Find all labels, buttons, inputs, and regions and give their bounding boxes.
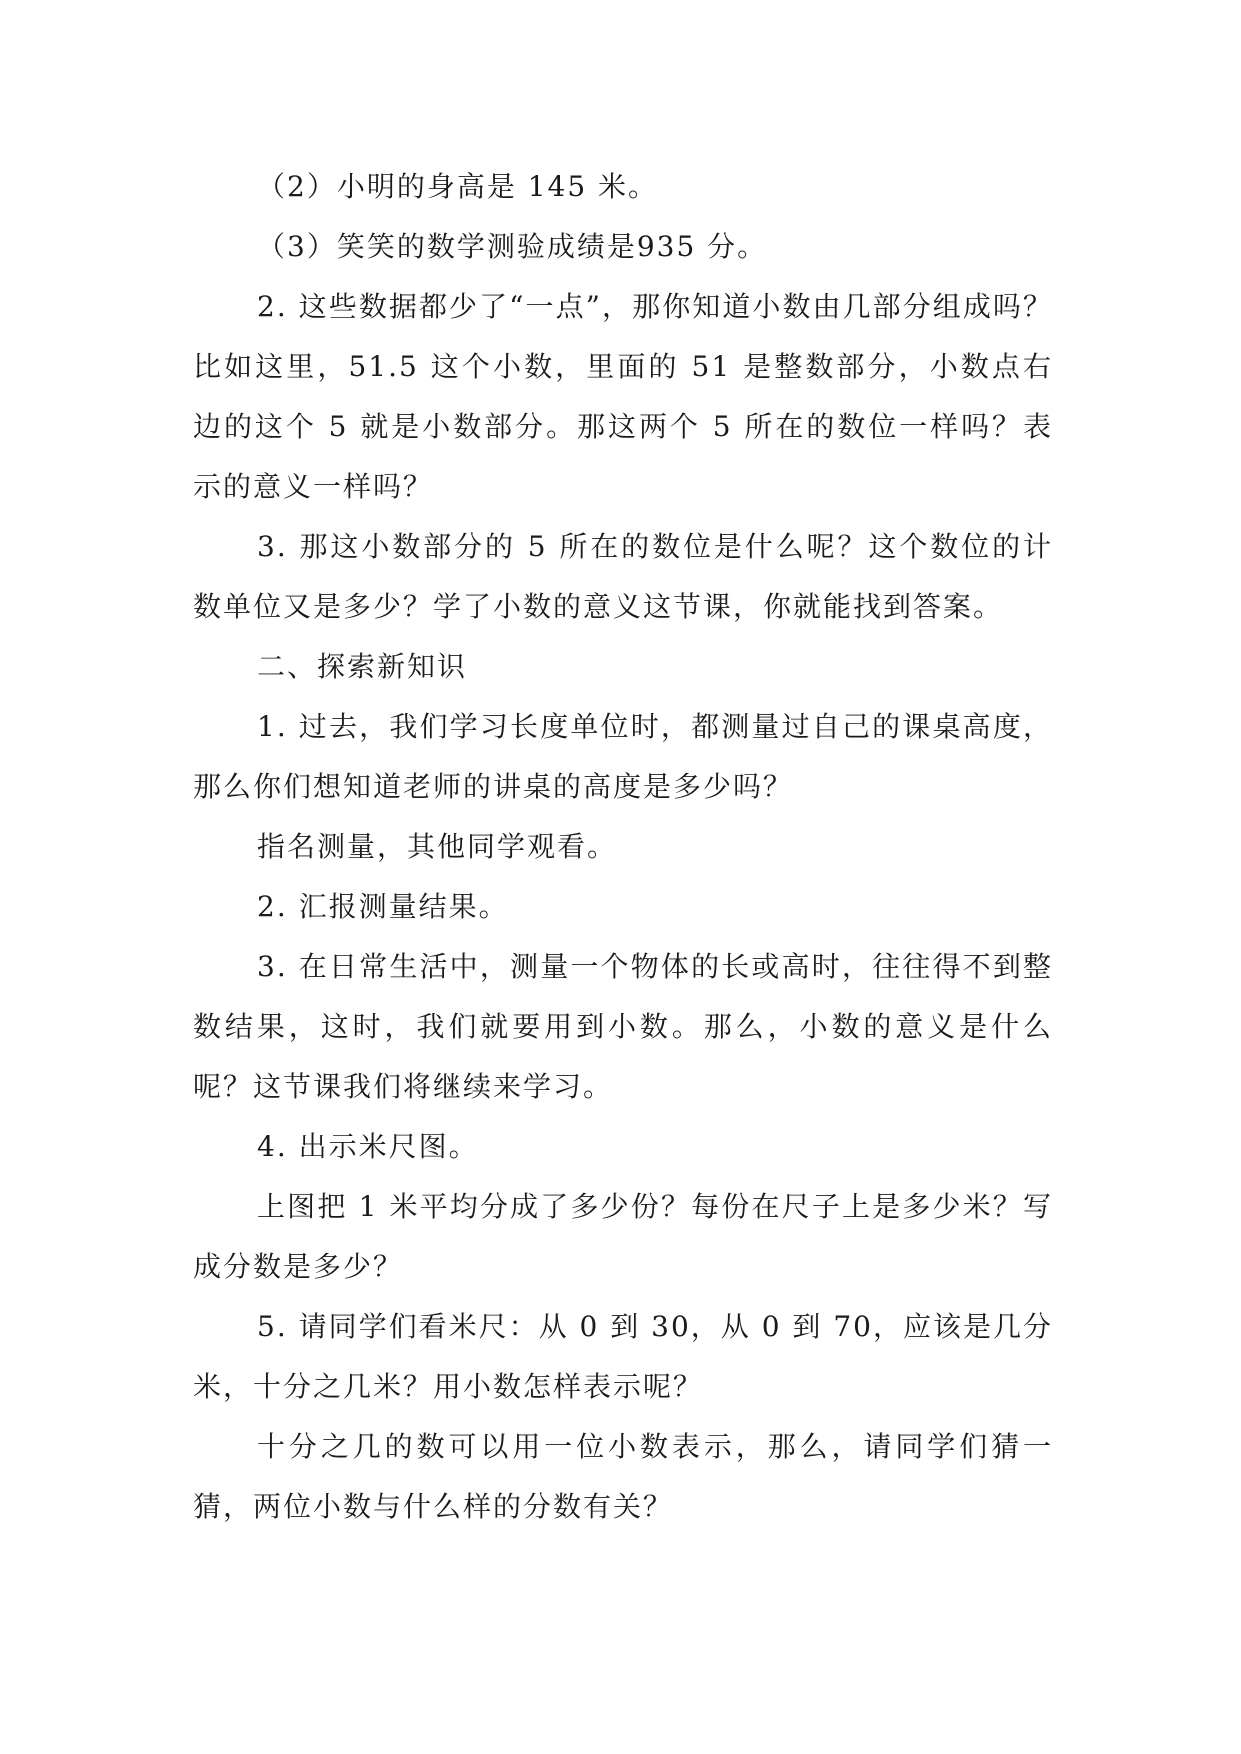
paragraph-ruler: 4. 出示米尺图。 <box>257 1130 479 1163</box>
section-heading: 二、探索新知识 <box>257 650 468 683</box>
paragraph-decimal-place: 3. 那这小数部分的 5 所在的数位是什么呢？这个数位的计数单位又是多少？学了小数的意义这节课，你就能找到答案。 <box>193 530 1053 623</box>
paragraph-ruler-reading: 5. 请同学们看米尺：从 0 到 30，从 0 到 70，应该是几分米，十分之几米？用小数怎样表示呢？ <box>193 1310 1053 1403</box>
paragraph-measure: 指名测量，其他同学观看。 <box>257 830 618 863</box>
paragraph-report: 2. 汇报测量结果。 <box>257 890 509 923</box>
paragraph-guess: 十分之几的数可以用一位小数表示，那么，请同学们猜一猜，两位小数与什么样的分数有关？ <box>193 1430 1053 1523</box>
paragraph-decimal-parts: 2. 这些数据都少了“一点”，那你知道小数由几部分组成吗？比如这里，51.5 这个小数，里面的 51 是整数部分，小数点右边的这个 5 就是小数部分。那这两个 5 所在的数位一样吗？表示的意义一样吗？ <box>193 290 1053 503</box>
paragraph-height-example: （2）小明的身高是 145 米。 <box>257 170 659 203</box>
paragraph-daily-life: 3. 在日常生活中，测量一个物体的长或高时，往往得不到整数结果，这时，我们就要用到小数。那么，小数的意义是什么呢？这节课我们将继续来学习。 <box>193 950 1053 1103</box>
document-body <box>193 157 1053 1537</box>
paragraph-desk-height: 1. 过去，我们学习长度单位时，都测量过自己的课桌高度，那么你们想知道老师的讲桌的高度是多少吗？ <box>193 710 1053 803</box>
paragraph-ruler-question: 上图把 1 米平均分成了多少份？每份在尺子上是多少米？写成分数是多少？ <box>193 1190 1053 1283</box>
paragraph-score-example: （3）笑笑的数学测验成绩是935 分。 <box>257 230 768 263</box>
